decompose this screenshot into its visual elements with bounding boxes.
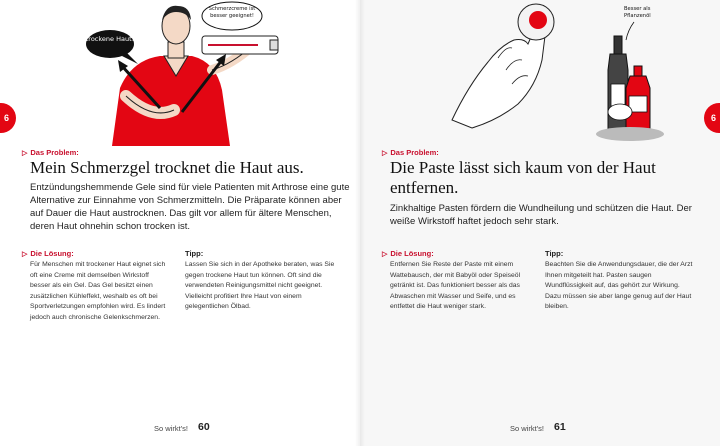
bubble-right-text: Schmerzcreme ist besser geeignet! [208, 6, 256, 19]
problem-label: ▷ Das Problem: [22, 148, 79, 157]
page-number: 60 [198, 421, 210, 433]
solution-text: Für Menschen mit trockener Haut eignet sich oft eine Creme mit demselben Wirkstoff besser als ein Gel. Das Gel besitzt einen zusätzlichen Kühleffekt, weshalb es oft bei Sportverletzungen empfohlen wird. Es lindert jedoch auch chronische Gelenkschmerzen. [30, 261, 166, 321]
bubble-left-text: trockene Haut! [85, 35, 135, 43]
page-headline: Die Paste lässt sich kaum von der Haut entfernen. [390, 158, 656, 197]
triangle-icon: ▷ [382, 250, 388, 258]
tip-label: Tipp: [185, 249, 204, 258]
intro-paragraph: Zinkhaltige Pasten fördern die Wundheilung und schützen die Haut. Der weiße Wirkstoff haftet jedoch sehr stark. [390, 203, 692, 227]
page-headline: Mein Schmerzgel trocknet die Haut aus. [30, 158, 304, 177]
intro-paragraph: Entzündungshemmende Gele sind für viele Patienten mit Arthrose eine gute Alternative zur Einnahme von Schmerzmitteln. Die Präparate können aber auf Dauer die Haut austrocknen. Das gilt vor allem für ältere Menschen, deren Haut ohnehin schon trocken ist. [30, 182, 350, 232]
footer-text: So wirkt's! [510, 424, 544, 433]
man-with-cream-illustration [82, 0, 282, 146]
book-gutter [355, 0, 365, 446]
triangle-icon: ▷ [22, 149, 28, 157]
problem-label: ▷ Das Problem: [382, 148, 439, 157]
right-page [360, 0, 720, 446]
footer-text: So wirkt's! [154, 424, 188, 433]
solution-label: ▷ Die Lösung: [382, 249, 434, 258]
triangle-icon: ▷ [22, 250, 28, 258]
solution-text: Entfernen Sie Reste der Paste mit einem Wattebausch, der mit Babyöl oder Speiseöl getränkt ist. Das funktioniert besser als das Abwaschen mit Wasser und Seife, und es entfettet die Haut weniger stark. [390, 261, 521, 310]
annotation-text: Besser als Pflanzenöl [624, 6, 651, 19]
hand-and-oil-bottles-illustration [448, 0, 678, 146]
tip-text: Lassen Sie sich in der Apotheke beraten, was Sie gegen trockene Haut tun können. Oft sind die verwendeten Reinigungsmittel nicht geeignet. Vielleicht profitiert Ihre Haut von einem gelegentlichen Ölbad. [185, 261, 335, 310]
chapter-tab-right: 6 [704, 103, 720, 133]
tip-text: Beachten Sie die Anwendungsdauer, die der Arzt Ihnen mitgeteilt hat. Pasten saugen Wundflüssigkeit auf, das gehört zur Wirkung. Dazu müssen sie aber lange genug auf der Haut bleiben. [545, 261, 693, 310]
triangle-icon: ▷ [382, 149, 388, 157]
tip-label: Tipp: [545, 249, 564, 258]
chapter-tab-left: 6 [0, 103, 16, 133]
page-number: 61 [554, 421, 566, 433]
solution-label: ▷ Die Lösung: [22, 249, 74, 258]
